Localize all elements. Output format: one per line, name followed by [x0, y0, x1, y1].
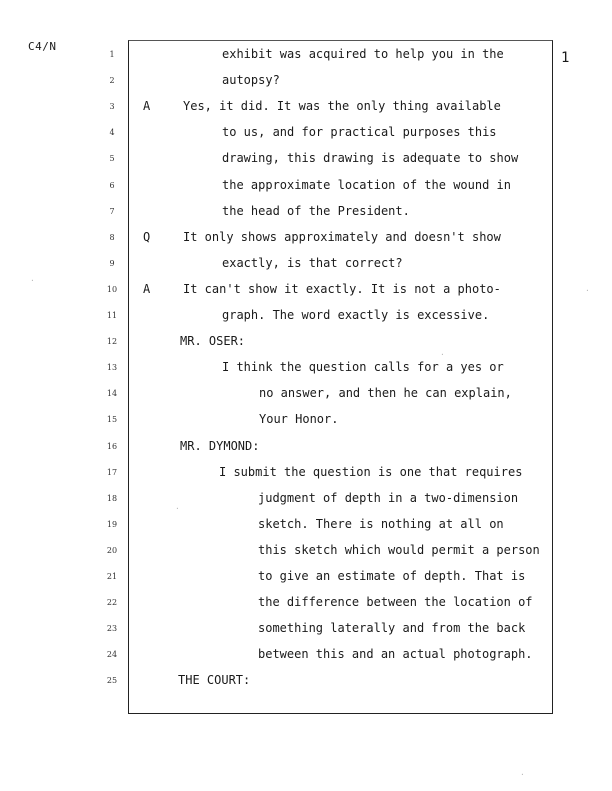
transcript-line — [0, 489, 612, 515]
line-number: 6 — [109, 180, 115, 190]
transcript-line — [0, 358, 612, 384]
line-text: this sketch which would permit a person — [258, 542, 540, 557]
line-number: 23 — [106, 624, 118, 634]
scan-speck: · — [30, 276, 35, 285]
page-code: C4/N — [28, 40, 57, 53]
scan-speck: · — [585, 286, 590, 295]
line-text: autopsy? — [222, 73, 280, 88]
transcript-line — [0, 228, 612, 254]
line-text: I think the question calls for a yes or — [222, 360, 504, 375]
line-text: It can't show it exactly. It is not a photo- — [183, 281, 501, 296]
line-number: 21 — [106, 572, 118, 581]
margin-mark: 1 — [561, 50, 570, 66]
transcript-line — [0, 306, 612, 332]
line-number: 17 — [106, 467, 118, 477]
line-number: 18 — [106, 493, 118, 503]
transcript-line — [0, 384, 612, 410]
line-text: something laterally and from the back — [258, 621, 526, 636]
line-number: 15 — [106, 415, 118, 425]
speaker-label: A — [143, 99, 151, 114]
line-text: MR. DYMOND: — [180, 438, 260, 453]
transcript-line — [0, 149, 612, 175]
line-text: I submit the question is one that requires — [219, 464, 523, 479]
scan-speck: · — [440, 350, 445, 359]
line-number: 4 — [109, 128, 115, 138]
line-number: 25 — [106, 676, 118, 686]
line-text: the head of the President. — [222, 203, 410, 218]
line-number: 1 — [109, 50, 115, 59]
line-number: 16 — [106, 441, 118, 451]
line-number: 20 — [106, 545, 118, 555]
transcript-line — [0, 71, 612, 97]
transcript-line — [0, 437, 612, 463]
transcript-line — [0, 202, 612, 228]
transcript-line — [0, 671, 612, 697]
transcript-line — [0, 176, 612, 202]
line-number: 14 — [106, 389, 118, 399]
transcript-line — [0, 123, 612, 149]
line-text: no answer, and then he can explain, — [259, 386, 512, 401]
line-number: 19 — [106, 519, 118, 529]
line-text: drawing, this drawing is adequate to show — [222, 151, 519, 166]
line-text: to give an estimate of depth. That is — [258, 569, 526, 583]
transcript-line — [0, 97, 612, 123]
speaker-label: A — [143, 281, 151, 296]
transcript-line — [0, 593, 612, 619]
transcript-line — [0, 567, 612, 593]
line-text: the approximate location of the wound in — [222, 177, 511, 192]
line-text: judgment of depth in a two-dimension — [258, 490, 519, 505]
line-text: THE COURT: — [178, 673, 251, 688]
line-number: 24 — [106, 650, 118, 660]
line-text: sketch. There is nothing at all on — [258, 516, 504, 531]
line-number: 5 — [109, 154, 115, 164]
line-text: to us, and for practical purposes this — [222, 125, 497, 140]
line-number: 3 — [109, 102, 115, 112]
line-text: graph. The word exactly is excessive. — [222, 308, 490, 322]
speaker-label: Q — [143, 229, 151, 244]
transcript-line — [0, 280, 612, 306]
transcript-line — [0, 645, 612, 671]
transcript-line — [0, 541, 612, 567]
transcript-line — [0, 463, 612, 489]
line-number: 2 — [109, 76, 115, 86]
scan-speck: · — [175, 504, 180, 513]
line-text: between this and an actual photograph. — [258, 647, 533, 662]
transcript-line — [0, 332, 612, 358]
line-text: MR. OSER: — [180, 334, 246, 349]
transcript-line — [0, 254, 612, 280]
line-text: Your Honor. — [259, 412, 339, 427]
line-number: 8 — [109, 232, 115, 242]
transcript-line — [0, 410, 612, 436]
line-number: 13 — [106, 363, 118, 373]
line-number: 7 — [109, 206, 115, 216]
line-number: 10 — [106, 284, 118, 294]
line-text: exactly, is that correct? — [222, 255, 403, 270]
transcript-line — [0, 515, 612, 541]
line-number: 12 — [106, 337, 118, 347]
scan-speck: · — [520, 770, 525, 779]
line-text: It only shows approximately and doesn't show — [183, 229, 501, 244]
line-text: exhibit was acquired to help you in the — [222, 47, 504, 61]
transcript-line — [0, 619, 612, 645]
line-number: 22 — [106, 598, 118, 608]
transcript-line — [0, 45, 612, 71]
line-number: 11 — [106, 311, 118, 320]
line-number: 9 — [109, 258, 115, 268]
line-text: Yes, it did. It was the only thing available — [183, 99, 501, 114]
line-text: the difference between the location of — [258, 595, 533, 610]
